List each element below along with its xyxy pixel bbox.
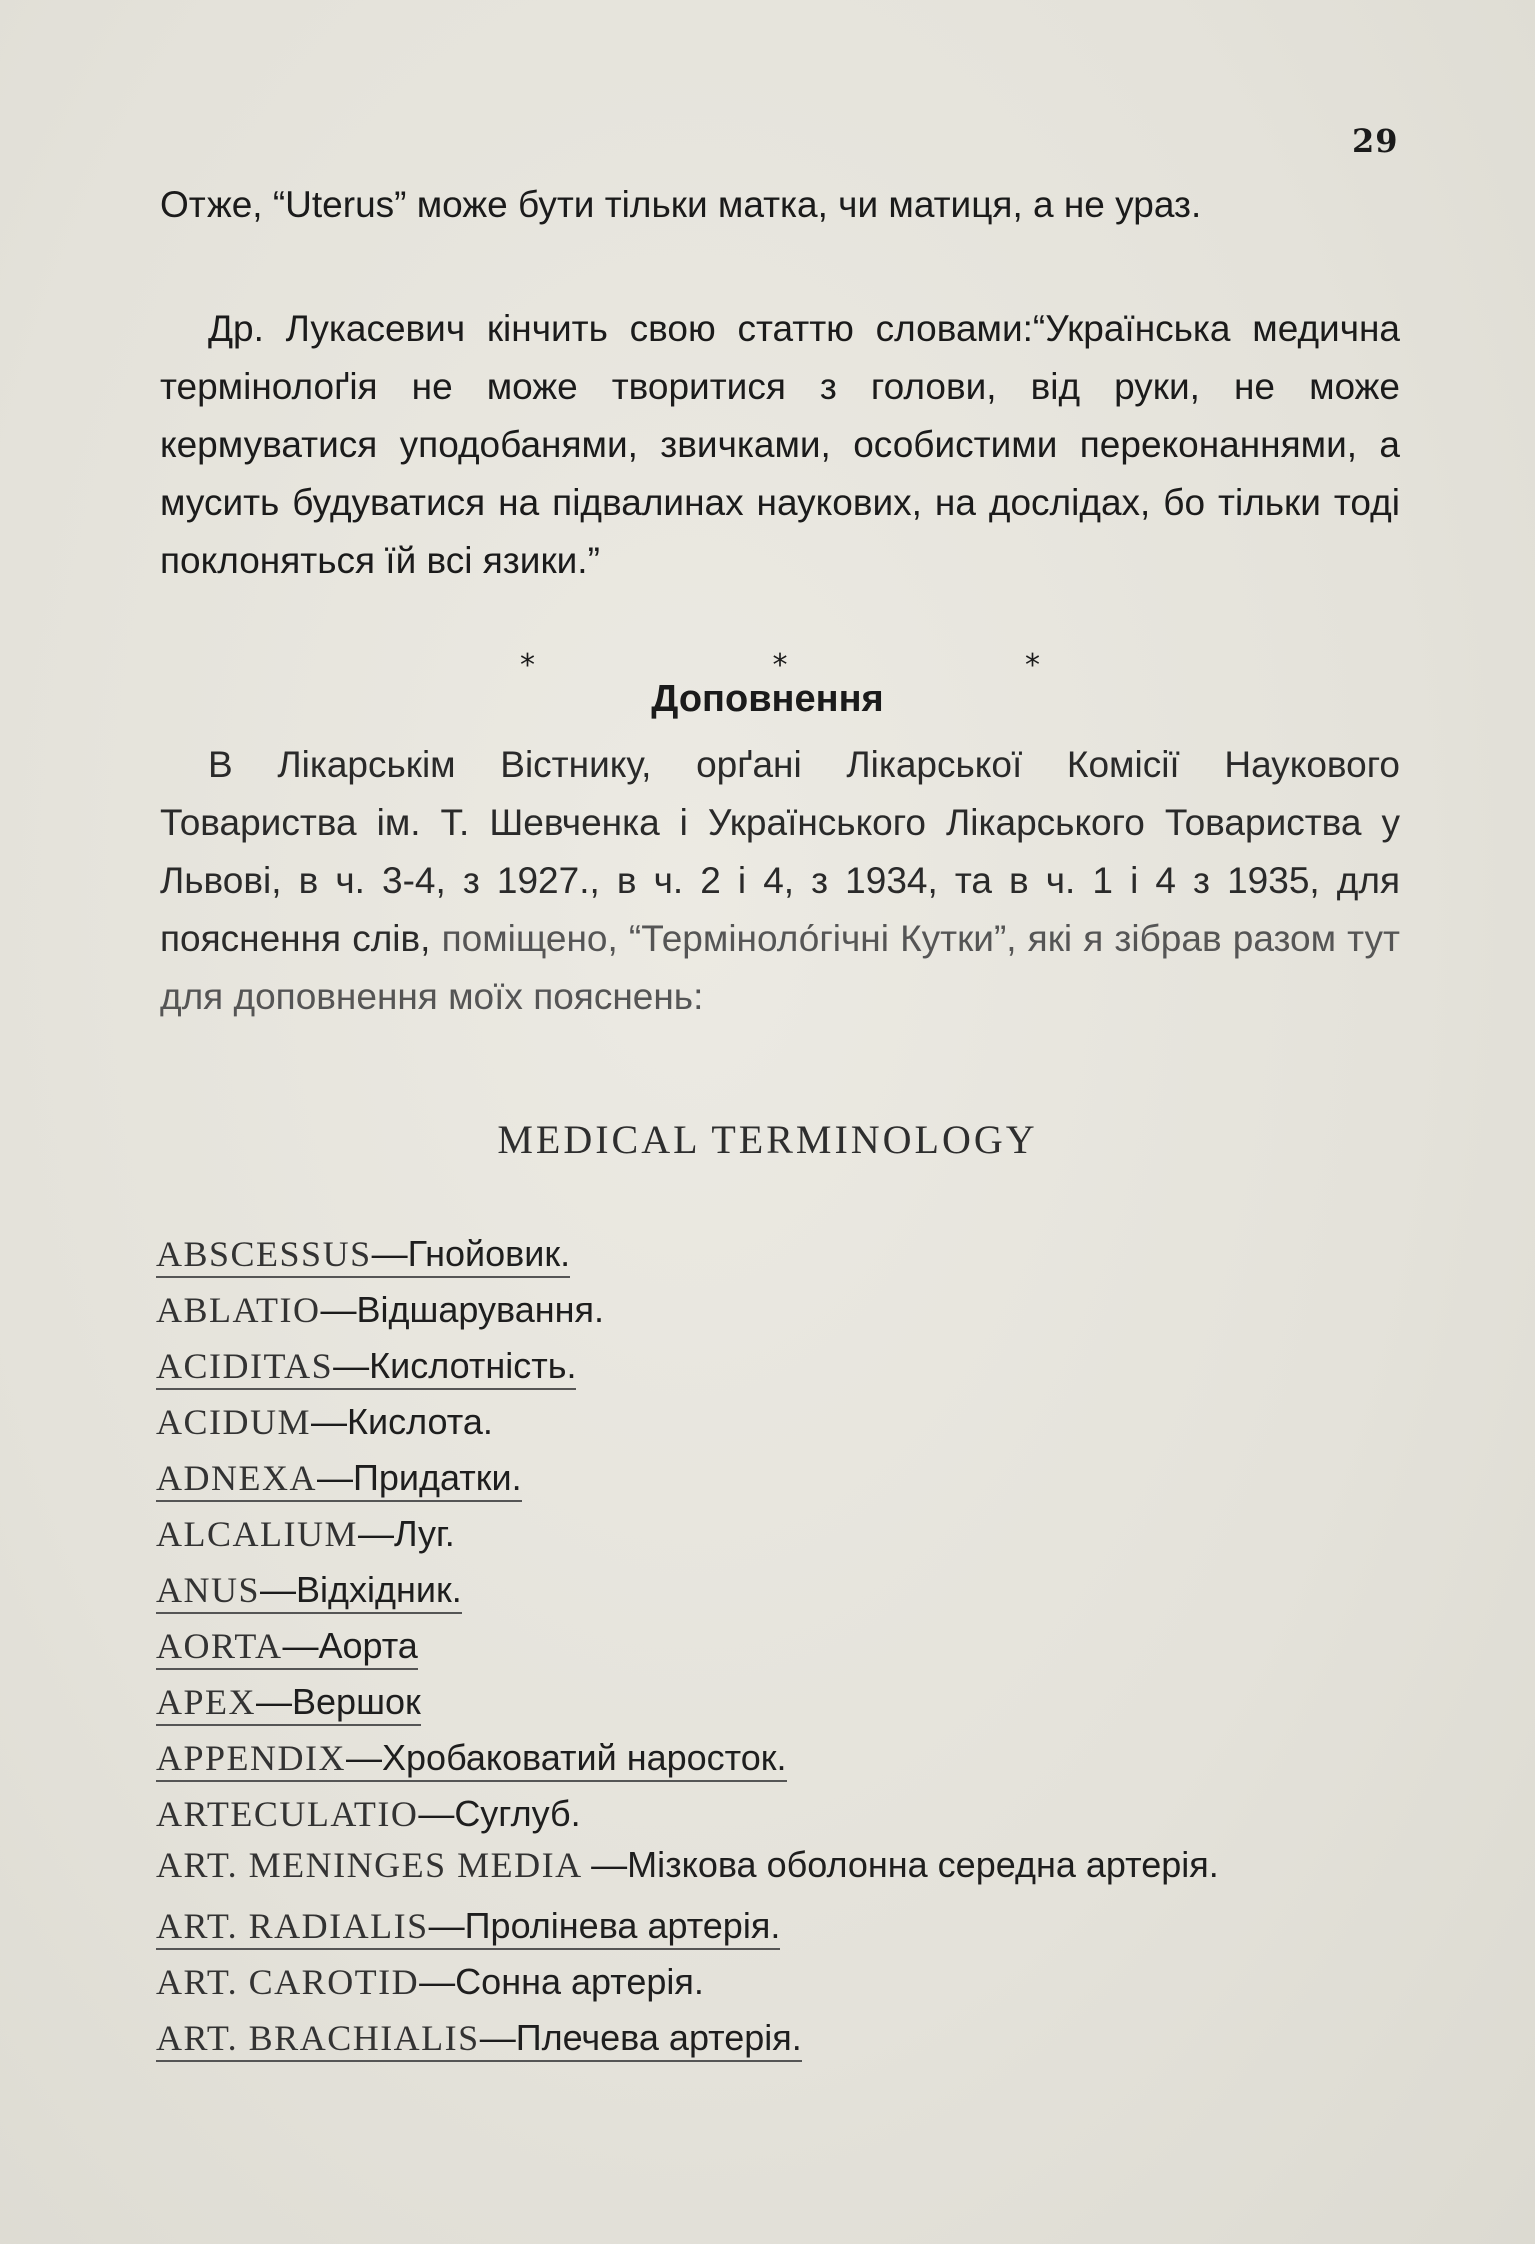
term-latin: AORTA [156, 1626, 283, 1666]
term-entry-text [156, 1402, 493, 1443]
term-latin: ACIDUM [156, 1402, 312, 1442]
term-entry [156, 1674, 1416, 1730]
term-dash: — [282, 1625, 319, 1666]
term-entry-text [156, 1738, 787, 1782]
term-dash: — [428, 1905, 465, 1946]
term-translation: Аорта [318, 1625, 418, 1666]
term-dash: — [316, 1457, 353, 1498]
term-latin: ART. CAROTID [156, 1962, 420, 2002]
paragraph-text-faded: поміщено, “Терміноло́гічні Кутки”, які я зібрав разом тут для доповнення моїх пояснень: [160, 918, 1400, 1017]
term-dash: — [591, 1844, 628, 1885]
term-entry [156, 1282, 1416, 1338]
term-dash: — [346, 1737, 383, 1778]
term-dash: — [479, 2017, 516, 2058]
separator-star: * [772, 648, 788, 683]
term-entry [156, 1618, 1416, 1674]
term-entry [156, 1562, 1416, 1618]
paragraph-text: Отже, “Uterus” може бути тільки матка, чи матиця, а не ураз. [160, 184, 1202, 225]
term-translation: Кислота. [347, 1401, 493, 1442]
term-dash: — [256, 1681, 293, 1722]
term-translation: Гнойовик. [407, 1233, 571, 1274]
term-translation: Відхідник. [296, 1569, 462, 1610]
term-entry-text [156, 1845, 1219, 1886]
term-dash: — [419, 1961, 456, 2002]
term-entry [156, 1450, 1416, 1506]
separator-star: * [520, 648, 535, 683]
term-translation: Відшарування. [356, 1289, 605, 1330]
term-entry-text [156, 1626, 418, 1670]
term-latin: ART. RADIALIS [156, 1906, 429, 1946]
term-translation: Кислотність. [369, 1345, 577, 1386]
term-dash: — [333, 1345, 370, 1386]
term-entry [156, 1338, 1416, 1394]
term-entry [156, 1842, 1416, 1898]
term-translation: Хробаковатий наросток. [382, 1737, 787, 1778]
term-entry [156, 1898, 1416, 1954]
term-entry-text [156, 1346, 576, 1390]
term-entry-text [156, 1906, 780, 1950]
page-number: 29 [1352, 122, 1399, 160]
term-entry-text [156, 1794, 581, 1835]
term-translation: Пролінева артерія. [464, 1905, 781, 1946]
term-dash: — [357, 1513, 394, 1554]
term-latin: ARTECULATIO [156, 1794, 419, 1834]
term-entry [156, 1394, 1416, 1450]
term-entry-text [156, 1682, 421, 1726]
term-latin: ADNEXA [156, 1458, 317, 1498]
term-dash: — [320, 1289, 357, 1330]
term-translation: Мізкова оболонна середна артерія. [627, 1844, 1219, 1885]
term-entry [156, 1786, 1416, 1842]
term-translation: Луг. [393, 1513, 455, 1554]
section-heading: Доповнення [651, 678, 884, 720]
term-latin: ACIDITAS [156, 1346, 334, 1386]
term-latin: ART. BRACHIALIS [156, 2018, 480, 2058]
term-entry [156, 2010, 1416, 2066]
terminology-list [156, 1226, 1416, 2066]
term-latin: APPENDIX [156, 1738, 347, 1778]
term-translation: Плечева артерія. [515, 2017, 802, 2058]
term-translation: Придатки. [352, 1457, 522, 1498]
term-dash: — [311, 1401, 348, 1442]
paragraph-text [160, 736, 1400, 1026]
term-latin: ANUS [156, 1570, 261, 1610]
term-latin: ABLATIO [156, 1290, 321, 1330]
term-dash: — [418, 1793, 455, 1834]
term-entry [156, 1226, 1416, 1282]
paragraph-supplement [160, 736, 1400, 1026]
term-entry [156, 1506, 1416, 1562]
term-translation: Суглуб. [454, 1793, 581, 1834]
term-latin: ALCALIUM [156, 1514, 358, 1554]
term-latin: APEX [156, 1682, 257, 1722]
term-entry-text [156, 1570, 462, 1614]
paragraph-uterus [160, 176, 1400, 234]
paragraph-quote [160, 300, 1400, 590]
term-entry [156, 1954, 1416, 2010]
term-entry-text [156, 1290, 604, 1331]
separator-star: * [1025, 648, 1040, 683]
term-translation: Сонна артерія. [455, 1961, 704, 2002]
paragraph-text: Др. Лукасевич кінчить свою статтю словами:“Українська медична термінолоґія не може творитися з голови, від руки, не може кермуватися уподобанями, звичками, особистими переконаннями, а мусить будуватися на підвалинах наукових, на дослідах, бо тільки тоді поклоняться їй всі язики.” [160, 308, 1400, 581]
term-entry-text [156, 1234, 570, 1278]
term-latin: ABSCESSUS [156, 1234, 372, 1274]
term-translation: Вершок [292, 1681, 421, 1722]
term-dash: — [260, 1569, 297, 1610]
list-heading: MEDICAL TERMINOLOGY [497, 1117, 1038, 1162]
term-entry-text [156, 1962, 704, 2003]
term-dash: — [371, 1233, 408, 1274]
term-entry-text [156, 1514, 455, 1555]
term-entry-text [156, 2018, 802, 2062]
term-entry [156, 1730, 1416, 1786]
paragraph-text-main: В Лікарськім Вістнику, орґані Лікарської Комісії Наукового Товариства ім. Т. Шевченка і Українського Лікарського Товариства у Львові, в ч. 3-4, з 1927., в ч. 2 і 4, з 1934, та в ч. 1 і 4 з 1935, для пояснення слів, [160, 744, 1400, 959]
term-entry-text [156, 1458, 522, 1502]
term-latin: ART. MENINGES MEDIA [156, 1845, 592, 1885]
